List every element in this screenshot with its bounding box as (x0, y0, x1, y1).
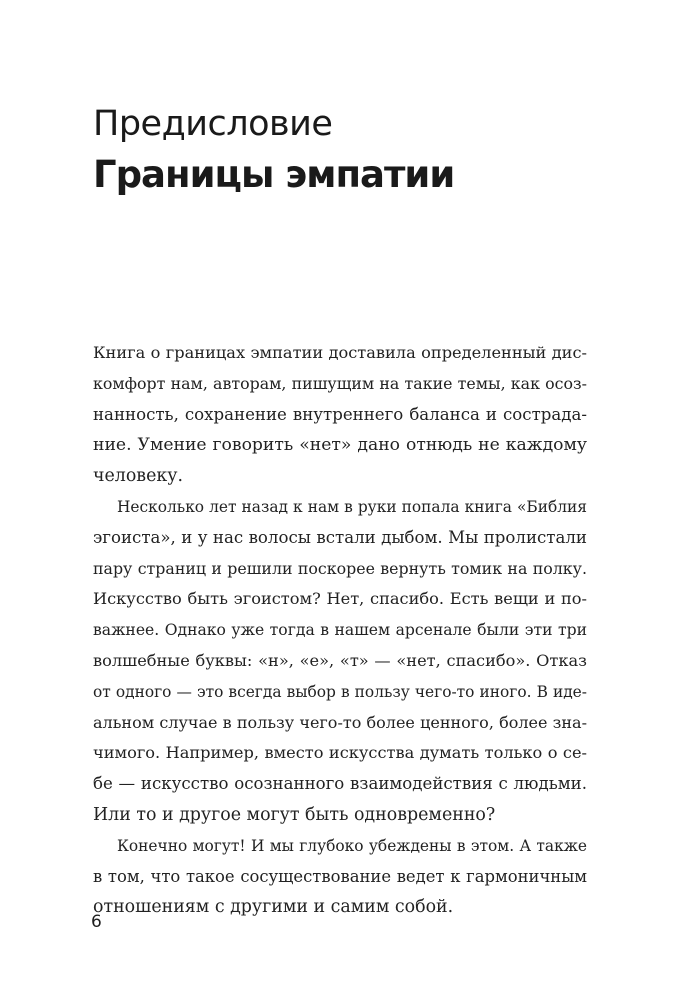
text-line: в том, что такое сосуществование ведет к гармоничным (93, 866, 587, 886)
text-line: Или то и другое могут быть одновременно? (93, 804, 496, 825)
chapter-heading (93, 98, 613, 200)
text-line: отношениям с другими и самим собой. (93, 897, 454, 918)
paragraph (93, 338, 587, 492)
text-line: ние. Умение говорить «нет» дано отнюдь не каждому (93, 435, 587, 456)
paragraph (93, 492, 587, 831)
text-line: альном случае в пользу чего-то более ценного, более зна- (93, 712, 587, 732)
body-text (93, 338, 587, 923)
text-line: от одного — это всегда выбор в пользу чего-то иного. В иде- (93, 682, 587, 701)
text-line: Искусство быть эгоистом? Нет, спасибо. Есть вещи и по- (93, 589, 587, 609)
text-line: важнее. Однако уже тогда в нашем арсенале были эти три (93, 621, 587, 640)
text-line: нанность, сохранение внутреннего баланса и сострада- (93, 404, 587, 424)
text-line: Книга о границах эмпатии доставила определенный дис- (93, 343, 587, 362)
text-line: бе — искусство осознанного взаимодействия с людьми. (93, 774, 587, 794)
text-line: Несколько лет назад к нам в руки попала книга «Библия (117, 497, 587, 516)
page-number: 6 (91, 912, 102, 932)
paragraph (93, 831, 587, 923)
text-line: комфорт нам, авторам, пишущим на такие темы, как осоз- (93, 373, 587, 393)
text-line: пару страниц и решили поскорее вернуть томик на полку. (93, 558, 587, 578)
text-line: эгоиста», и у нас волосы встали дыбом. Мы пролистали (93, 527, 587, 547)
text-line: волшебные буквы: «н», «е», «т» — «нет, спасибо». Отказ (93, 650, 587, 670)
chapter-title: Границы эмпатии (93, 153, 455, 196)
text-line: человеку. (93, 466, 184, 487)
chapter-kicker: Предисловие (93, 104, 333, 144)
text-line: чимого. Например, вместо искусства думать только о се- (93, 743, 587, 763)
text-line: Конечно могут! И мы глубоко убеждены в этом. А также (117, 836, 587, 855)
